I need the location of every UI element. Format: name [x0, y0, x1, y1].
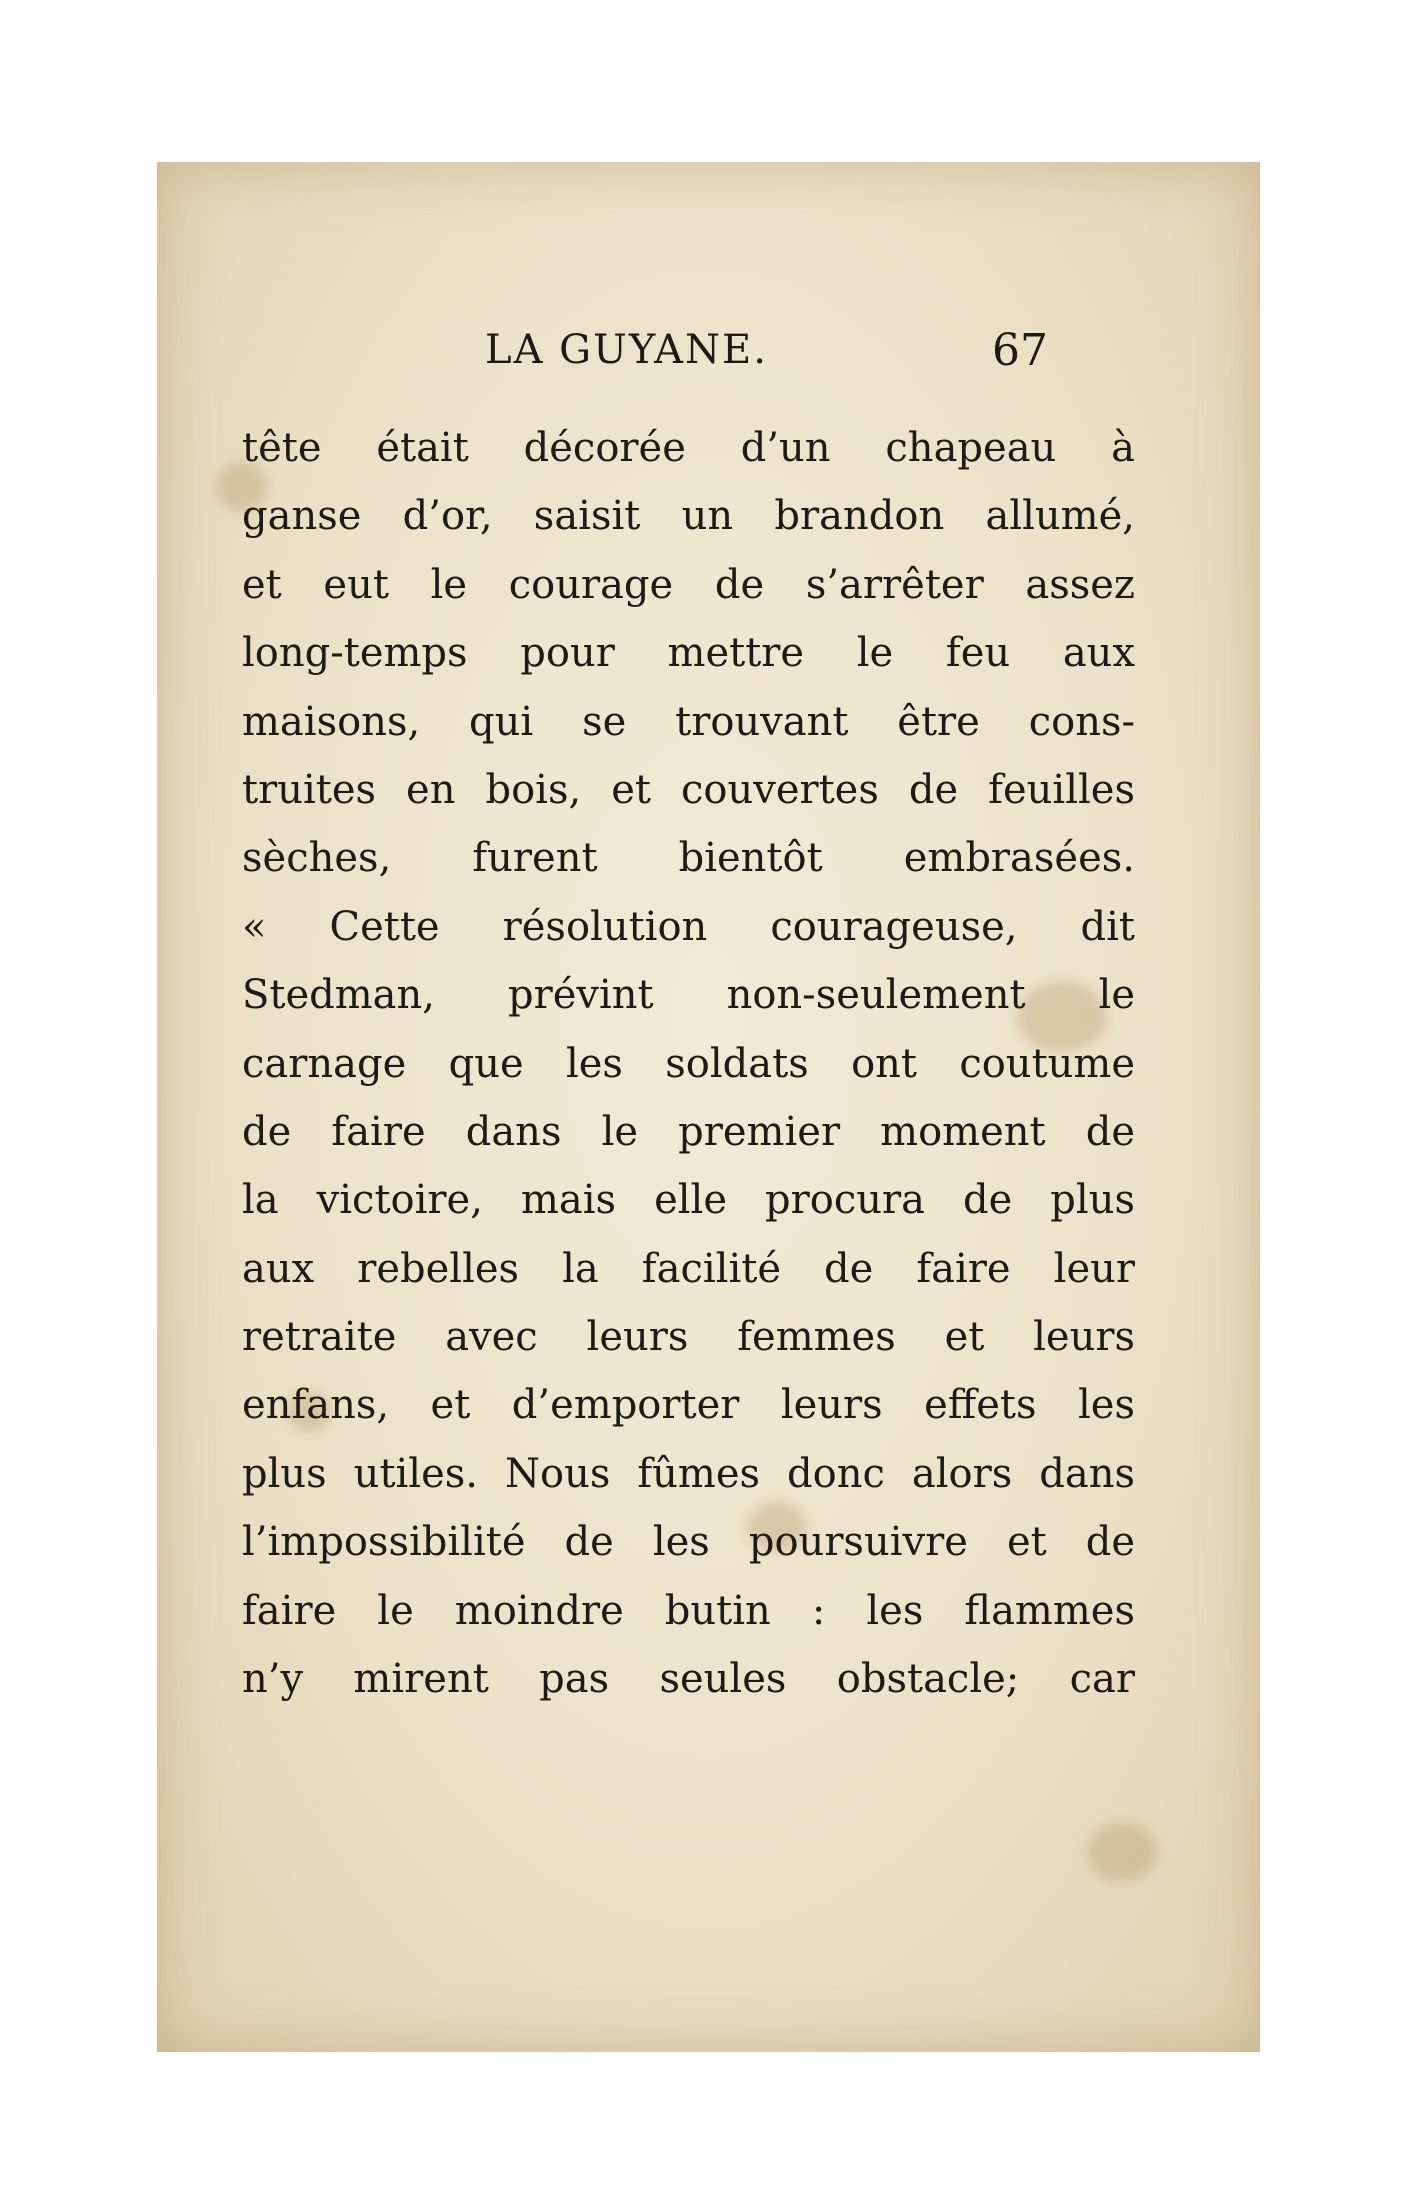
text-line: la victoire, mais elle procura de plus — [242, 1177, 1135, 1224]
page-number: 67 — [992, 325, 1048, 376]
text-line: plus utiles. Nous fûmes donc alors dans — [242, 1450, 1135, 1497]
text-line: sèches, furent bientôt embrasées. — [242, 835, 1135, 882]
text-line: long-temps pour mettre le feu aux — [242, 630, 1135, 677]
text-line: retraite avec leurs femmes et leurs — [242, 1314, 1135, 1361]
running-head: LA GUYANE. — [485, 327, 768, 373]
text-line: carnage que les soldats ont coutume — [242, 1040, 1135, 1087]
text-line: tête était décorée d’un chapeau à — [242, 425, 1135, 471]
text-line: n’y mirent pas seules obstacle; car — [242, 1656, 1135, 1703]
text-line: enfans, et d’emporter leurs effets les — [242, 1382, 1135, 1429]
text-line: de faire dans le premier moment de — [242, 1108, 1135, 1155]
text-line: truites en bois, et couvertes de feuilles — [242, 766, 1135, 813]
text-line: Stedman, prévint non-seulement le — [242, 972, 1135, 1019]
text-line: et eut le courage de s’arrêter assez — [242, 561, 1135, 608]
text-line: « Cette résolution courageuse, dit — [242, 903, 1135, 950]
text-line: faire le moindre butin : les flammes — [242, 1587, 1135, 1634]
text-line: aux rebelles la facilité de faire leur — [242, 1245, 1135, 1292]
foxing-stain — [1087, 1822, 1157, 1882]
page-header — [157, 327, 1260, 387]
text-line: maisons, qui se trouvant être cons- — [242, 698, 1135, 745]
body-text — [242, 414, 1135, 1713]
text-line: l’impossibilité de les poursuivre et de — [242, 1519, 1135, 1566]
text-line: ganse d’or, saisit un brandon allumé, — [242, 493, 1135, 540]
scanned-book-page — [157, 162, 1260, 2052]
